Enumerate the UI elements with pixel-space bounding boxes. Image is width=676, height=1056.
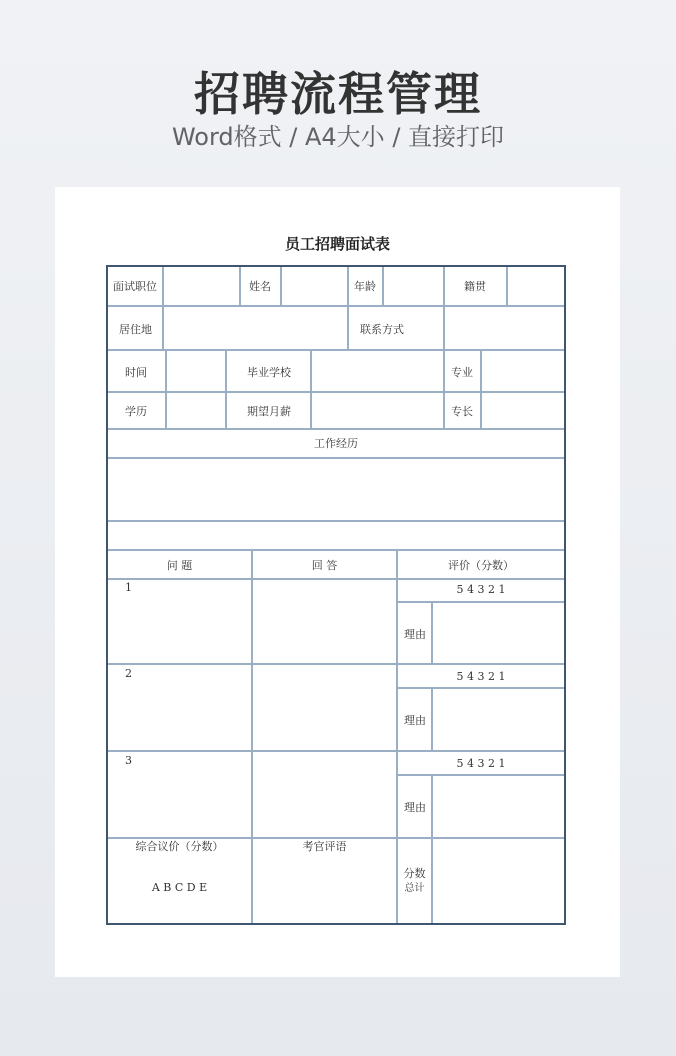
grade-scale: A B C D E	[151, 881, 208, 894]
row-divider	[108, 428, 564, 430]
row-divider	[396, 774, 564, 776]
col-divider	[310, 349, 312, 428]
reason-label: 理由	[404, 714, 426, 727]
row-divider	[108, 391, 564, 393]
form-title: 员工招聘面试表	[284, 235, 390, 253]
page-title: 招聘流程管理	[194, 67, 482, 121]
col-divider	[431, 687, 433, 750]
header-evaluation: 评价（分数）	[448, 559, 514, 572]
label-school: 毕业学校	[247, 366, 291, 379]
col-divider	[280, 267, 282, 305]
score-scale: 5 4 3 2 1	[456, 757, 506, 770]
label-major: 专业	[451, 366, 473, 379]
label-total-line2: 总计	[404, 883, 425, 894]
row-divider	[396, 687, 564, 689]
col-divider	[239, 267, 241, 305]
row-divider	[108, 663, 564, 665]
label-work-experience: 工作经历	[314, 437, 358, 450]
header-answer: 回 答	[311, 559, 338, 572]
col-divider	[431, 837, 433, 923]
label-contact: 联系方式	[360, 323, 404, 336]
col-divider	[162, 305, 164, 349]
label-overall-rating: 综合议价（分数）	[135, 840, 224, 853]
question-number: 3	[125, 754, 132, 767]
col-divider	[347, 267, 349, 305]
label-time: 时间	[125, 366, 147, 379]
col-divider	[251, 549, 253, 923]
col-divider	[443, 267, 445, 305]
label-native-place: 籍贯	[464, 280, 486, 293]
reason-label: 理由	[404, 801, 426, 814]
question-number: 2	[125, 667, 132, 680]
row-divider	[108, 578, 564, 580]
label-specialty: 专长	[451, 405, 473, 418]
row-divider	[108, 305, 564, 307]
row-divider	[108, 457, 564, 459]
col-divider	[431, 601, 433, 663]
label-position: 面试职位	[113, 280, 157, 293]
label-expected-salary: 期望月薪	[247, 405, 291, 418]
reason-label: 理由	[404, 628, 426, 641]
row-divider	[108, 549, 564, 551]
label-total-line1: 分数	[403, 867, 426, 880]
header-question: 问 题	[166, 559, 193, 572]
col-divider	[506, 267, 508, 305]
score-scale: 5 4 3 2 1	[456, 583, 506, 596]
col-divider	[431, 774, 433, 837]
document-page	[55, 187, 620, 977]
score-scale: 5 4 3 2 1	[456, 670, 506, 683]
col-divider	[382, 267, 384, 305]
label-examiner-comments: 考官评语	[302, 840, 347, 853]
col-divider	[480, 349, 482, 428]
col-divider	[347, 305, 349, 349]
col-divider	[443, 305, 445, 349]
row-divider	[108, 349, 564, 351]
label-age: 年龄	[354, 280, 376, 293]
col-divider	[225, 349, 227, 428]
col-divider	[165, 349, 167, 428]
col-divider	[162, 267, 164, 305]
label-education: 学历	[125, 405, 147, 418]
row-divider	[108, 837, 564, 839]
page-subtitle: Word格式 / A4大小 / 直接打印	[171, 123, 505, 151]
label-name: 姓名	[249, 280, 271, 293]
question-number: 1	[125, 581, 132, 594]
interview-form-table	[106, 265, 566, 925]
col-divider	[443, 349, 445, 428]
row-divider	[108, 520, 564, 522]
row-divider	[396, 601, 564, 603]
label-residence: 居住地	[119, 323, 152, 336]
row-divider	[108, 750, 564, 752]
